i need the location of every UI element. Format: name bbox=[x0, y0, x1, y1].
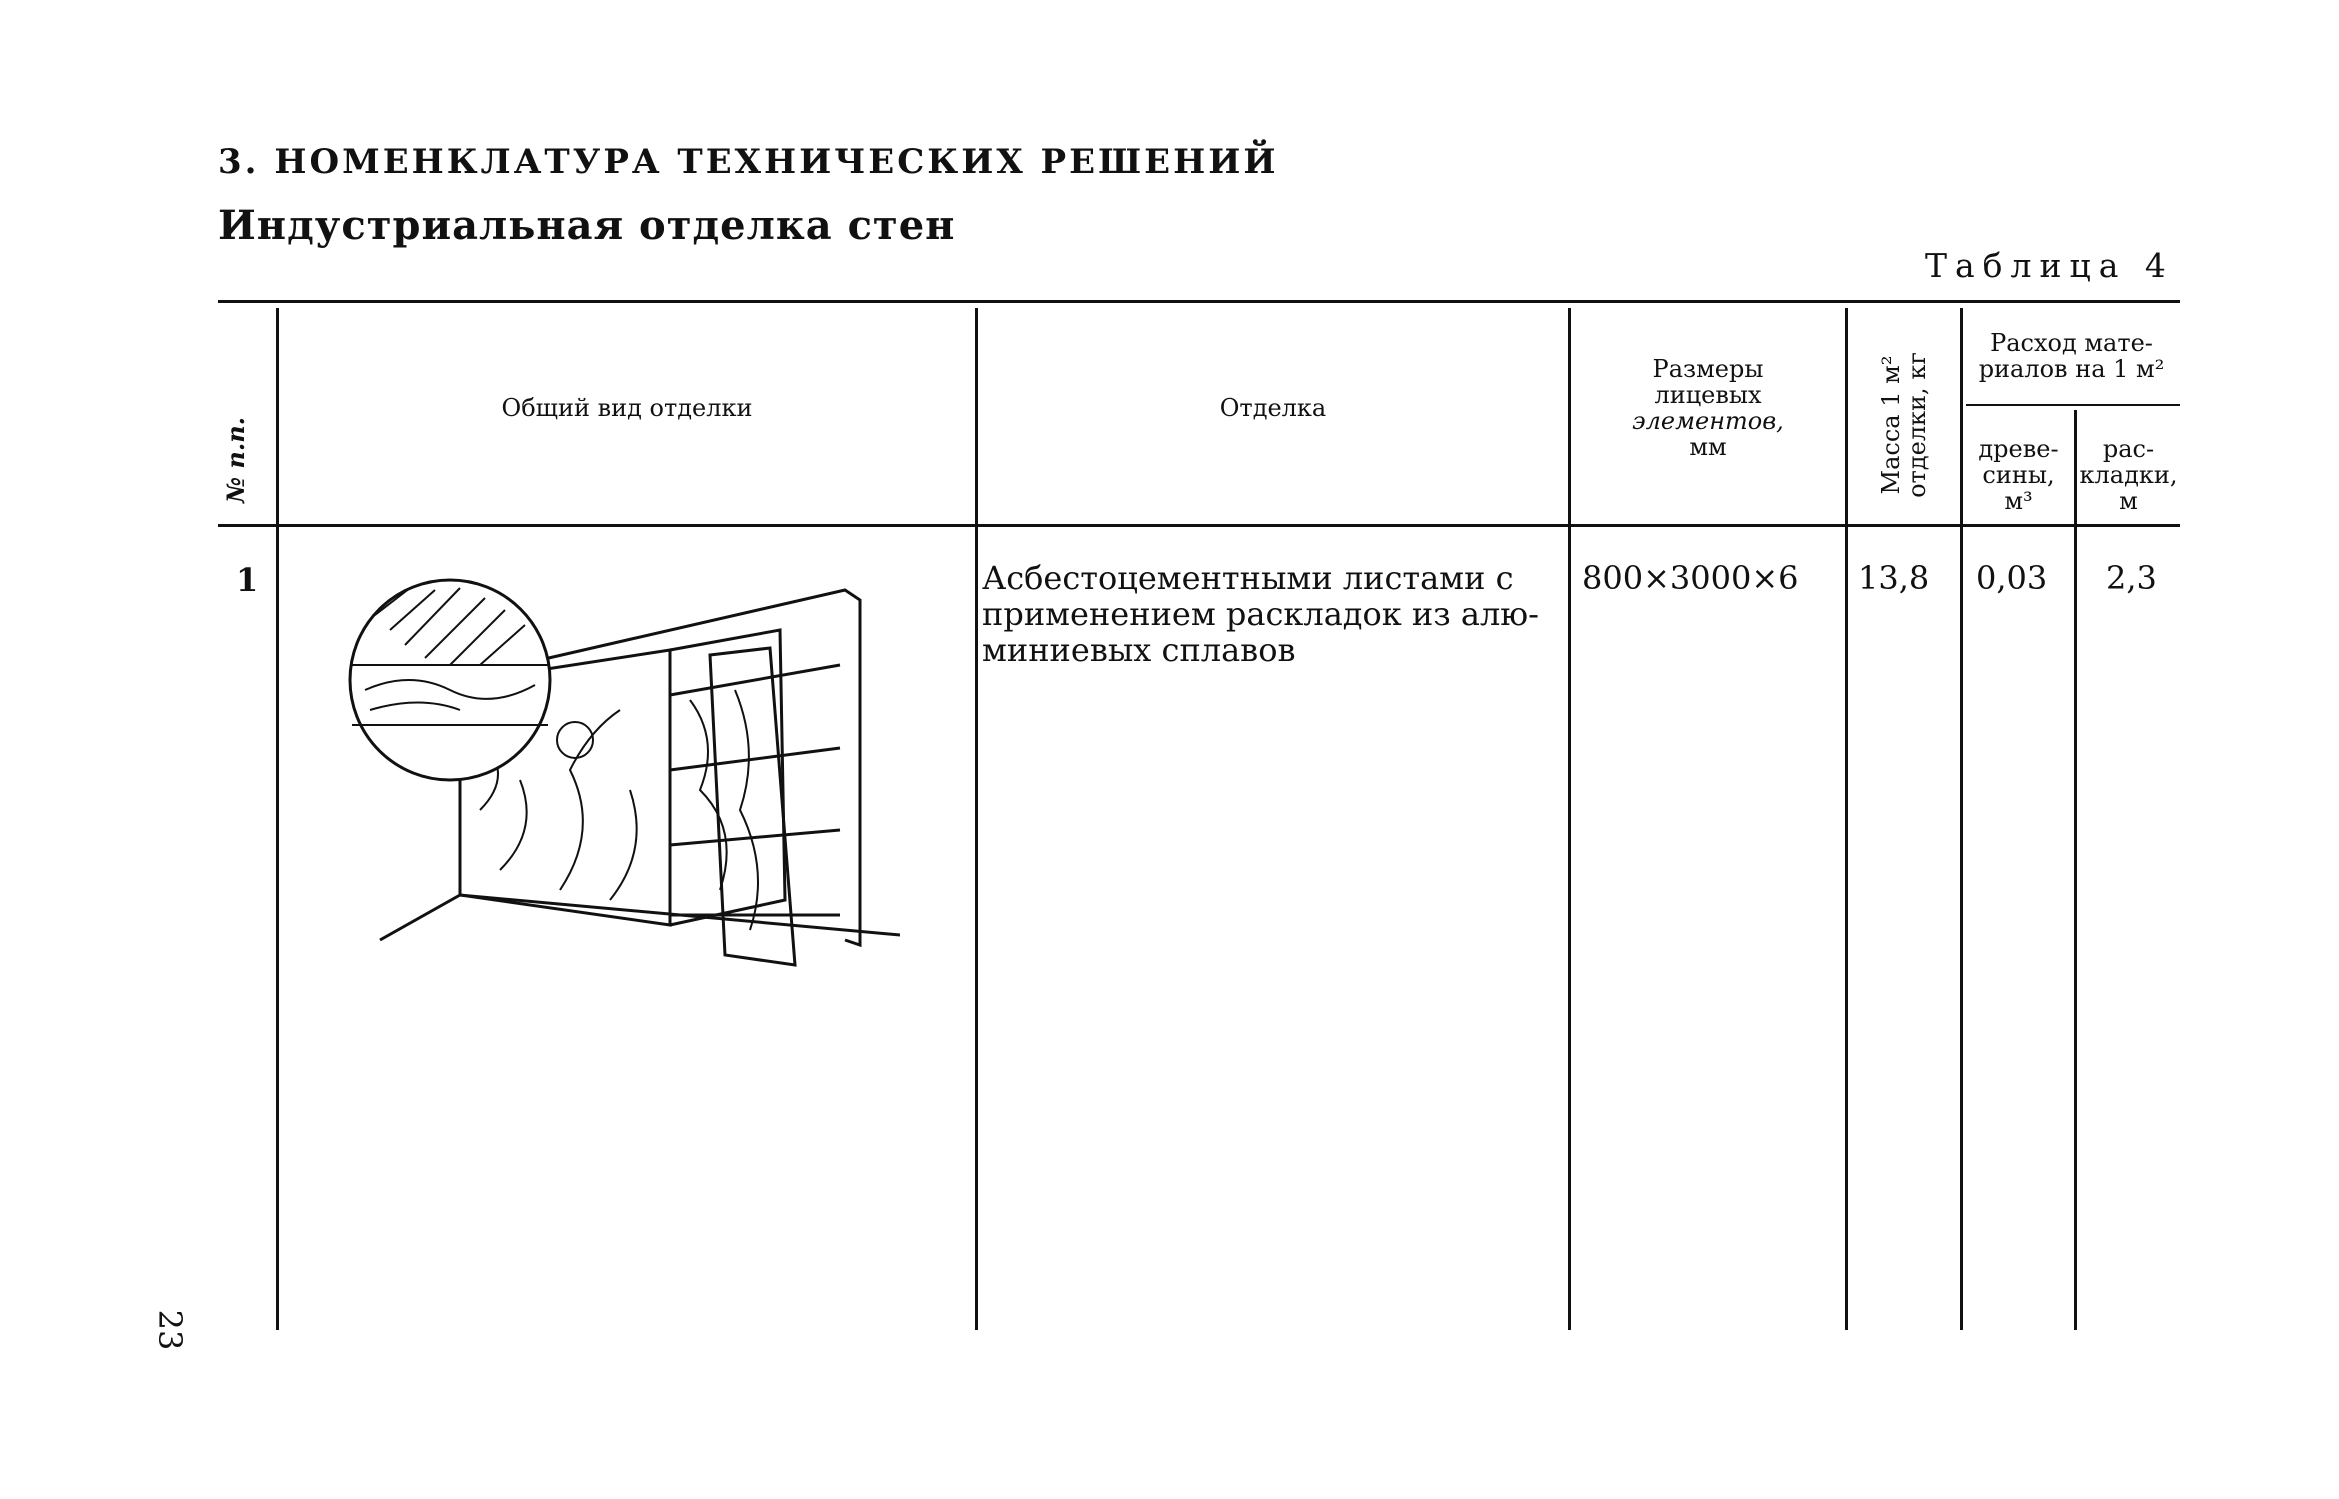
row-finish-line1: Асбестоцементными листами с bbox=[982, 559, 1514, 597]
header-general-view: Общий вид отделки bbox=[501, 394, 753, 422]
header-mass-line2: отделки, кг bbox=[1903, 352, 1931, 498]
column-divider-2 bbox=[975, 308, 978, 1330]
header-sizes-line4: мм bbox=[1689, 433, 1727, 461]
page-number: 23 bbox=[151, 1309, 189, 1351]
header-number: № п.п. bbox=[221, 416, 250, 504]
row-number: 1 bbox=[236, 561, 259, 599]
header-sizes bbox=[1571, 356, 1845, 460]
row-mass: 13,8 bbox=[1858, 559, 1930, 597]
column-divider-3 bbox=[1568, 308, 1571, 1330]
column-divider-6 bbox=[2074, 410, 2077, 1330]
header-consumption-line1: Расход мате- bbox=[1990, 329, 2153, 357]
header-sizes-line2: лицевых bbox=[1654, 381, 1762, 409]
consumption-subheader-rule bbox=[1966, 404, 2180, 406]
row-finish-line2: применением раскладок из алю- bbox=[982, 595, 1539, 633]
header-mass-line1: Масса 1 м² bbox=[1877, 355, 1905, 495]
row-wood: 0,03 bbox=[1976, 559, 2048, 597]
row-strips: 2,3 bbox=[2106, 559, 2157, 597]
header-strips bbox=[2077, 436, 2180, 514]
column-divider-1 bbox=[276, 308, 279, 1330]
header-bottom-rule bbox=[218, 524, 2180, 527]
header-mass bbox=[1878, 352, 1930, 498]
subtitle-heading: Индустриальная отделка стен bbox=[218, 202, 956, 249]
header-sizes-line3: элементов, bbox=[1632, 407, 1784, 435]
horizontal-rails-icon bbox=[670, 665, 840, 915]
row-finish bbox=[982, 560, 1562, 668]
header-wood-line1: древе- bbox=[1978, 435, 2059, 463]
column-divider-4 bbox=[1845, 308, 1848, 1330]
header-strips-line1: рас- bbox=[2102, 435, 2155, 463]
panel-middle-icon bbox=[670, 630, 785, 925]
table-top-rule bbox=[218, 300, 2180, 303]
section-heading: 3. НОМЕНКЛАТУРА ТЕХНИЧЕСКИХ РЕШЕНИЙ bbox=[218, 142, 1279, 182]
row-sizes: 800×3000×6 bbox=[1582, 559, 1799, 597]
header-wood bbox=[1963, 436, 2074, 514]
header-sizes-line1: Размеры bbox=[1652, 355, 1764, 383]
row-finish-line3: миниевых сплавов bbox=[982, 631, 1296, 669]
table-label: Таблица 4 bbox=[1925, 246, 2174, 285]
header-wood-line2: сины, bbox=[1982, 461, 2055, 489]
header-wood-line3: м³ bbox=[2004, 487, 2033, 515]
wall-finish-illustration bbox=[340, 570, 900, 990]
header-consumption bbox=[1963, 330, 2180, 382]
floor-line-icon bbox=[380, 895, 900, 940]
header-strips-line3: м bbox=[2119, 487, 2138, 515]
header-finish: Отделка bbox=[1219, 394, 1327, 422]
header-consumption-line2: риалов на 1 м² bbox=[1978, 355, 2165, 383]
header-strips-line2: кладки, bbox=[2079, 461, 2178, 489]
